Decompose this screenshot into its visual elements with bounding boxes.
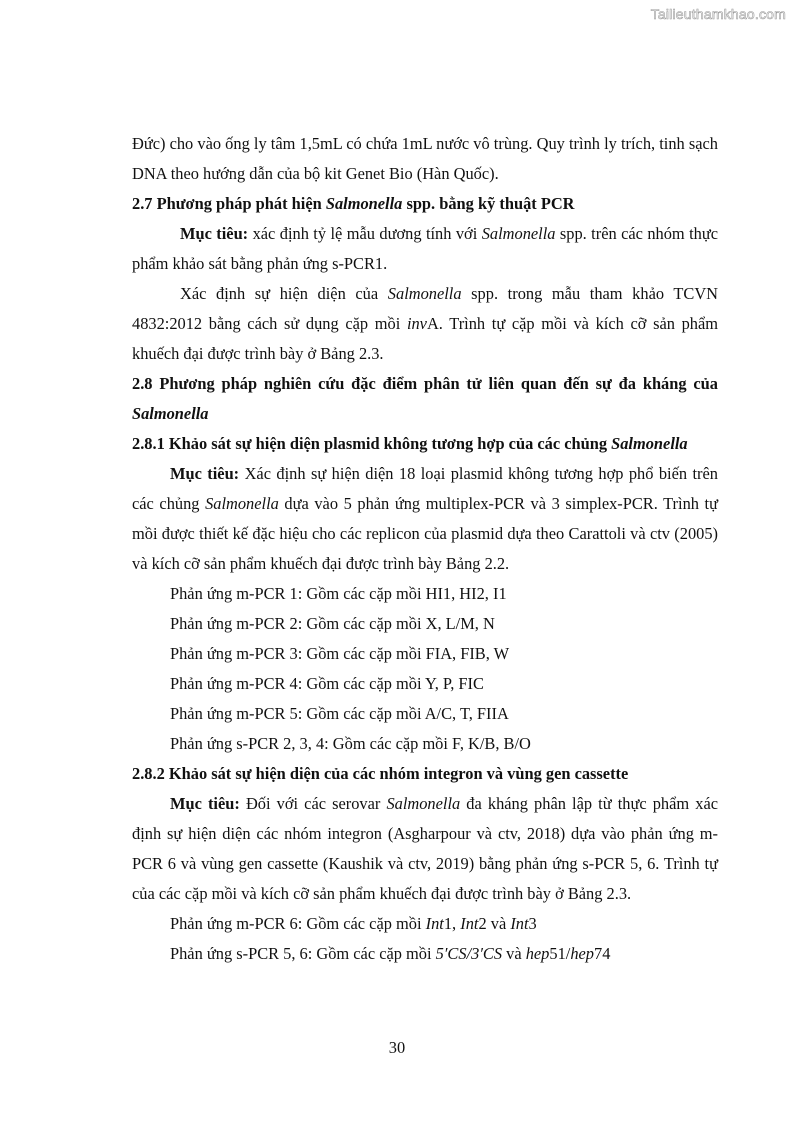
list-item: Phản ứng m-PCR 5: Gồm các cặp mồi A/C, T, FIIA: [170, 704, 509, 723]
paragraph-dna-extraction: Đức) cho vào ống ly tâm 1,5mL có chứa 1mL nước vô trùng. Quy trình ly trích, tinh sạch DNA theo hướng dẫn của bộ kit Genet Bio (Hàn Quốc).: [132, 134, 718, 183]
paragraph-2-7-detection: Xác định sự hiện diện của Salmonella spp. trong mẫu tham khảo TCVN 4832:2012 bằng cách sử dụng cặp mồi invA. Trình tự cặp mồi và kích cỡ sản phẩm khuếch đại được trình bày ở Bảng 2.3.: [132, 284, 718, 363]
list-item-m-pcr-6: Phản ứng m-PCR 6: Gồm các cặp mồi Int1, Int2 và Int3: [170, 914, 537, 933]
list-item: Phản ứng m-PCR 2: Gồm các cặp mồi X, L/M, N: [170, 614, 495, 633]
heading-2-8-2: 2.8.2 Khảo sát sự hiện diện của các nhóm integron và vùng gen cassette: [132, 764, 629, 783]
paragraph-2-8-1-goal: Mục tiêu: Xác định sự hiện diện 18 loại plasmid không tương hợp phổ biến trên các chủng Salmonella dựa vào 5 phản ứng multiplex-PCR và 3 simplex-PCR. Trình tự mồi được thiết kế đặc hiệu cho các replicon của plasmid dựa theo Carattoli và ctv (2005) và kích cỡ sản phẩm khuếch đại được trình bày Bảng 2.2.: [132, 464, 718, 573]
page-number: 30: [388, 1038, 406, 1057]
page-content: [132, 129, 718, 969]
list-item: Phản ứng m-PCR 3: Gồm các cặp mồi FIA, FIB, W: [170, 644, 510, 663]
heading-2-8: 2.8 Phương pháp nghiên cứu đặc điểm phân tử liên quan đến sự đa kháng của Salmonella: [132, 374, 718, 423]
list-item-s-pcr-5-6: Phản ứng s-PCR 5, 6: Gồm các cặp mồi 5′CS/3′CS và hep51/hep74: [170, 944, 611, 963]
paragraph-2-7-goal: Mục tiêu: xác định tỷ lệ mẫu dương tính với Salmonella spp. trên các nhóm thực phẩm khảo sát bằng phản ứng s-PCR1.: [132, 224, 719, 273]
list-item: Phản ứng m-PCR 4: Gồm các cặp mồi Y, P, FIC: [170, 674, 484, 693]
heading-2-7: 2.7 Phương pháp phát hiện Salmonella spp. bằng kỹ thuật PCR: [132, 194, 575, 213]
paragraph-2-8-2-goal: Mục tiêu: Đối với các serovar Salmonella đa kháng phân lập từ thực phẩm xác định sự hiện diện các nhóm integron (Asgharpour và ctv, 2018) dựa vào phản ứng m-PCR 6 và vùng gen cassette (Kaushik và ctv, 2019) bằng phản ứng s-PCR 5, 6. Trình tự của các cặp mồi và kích cỡ sản phẩm khuếch đại được trình bày ở Bảng 2.3.: [132, 794, 718, 903]
list-item: Phản ứng s-PCR 2, 3, 4: Gồm các cặp mồi F, K/B, B/O: [170, 734, 531, 753]
list-item: Phản ứng m-PCR 1: Gồm các cặp mồi HI1, HI2, I1: [170, 584, 507, 603]
watermark: Tailieuthamkhao.com: [650, 6, 786, 22]
heading-2-8-1: 2.8.1 Khảo sát sự hiện diện plasmid không tương hợp của các chủng Salmonella: [132, 434, 688, 453]
